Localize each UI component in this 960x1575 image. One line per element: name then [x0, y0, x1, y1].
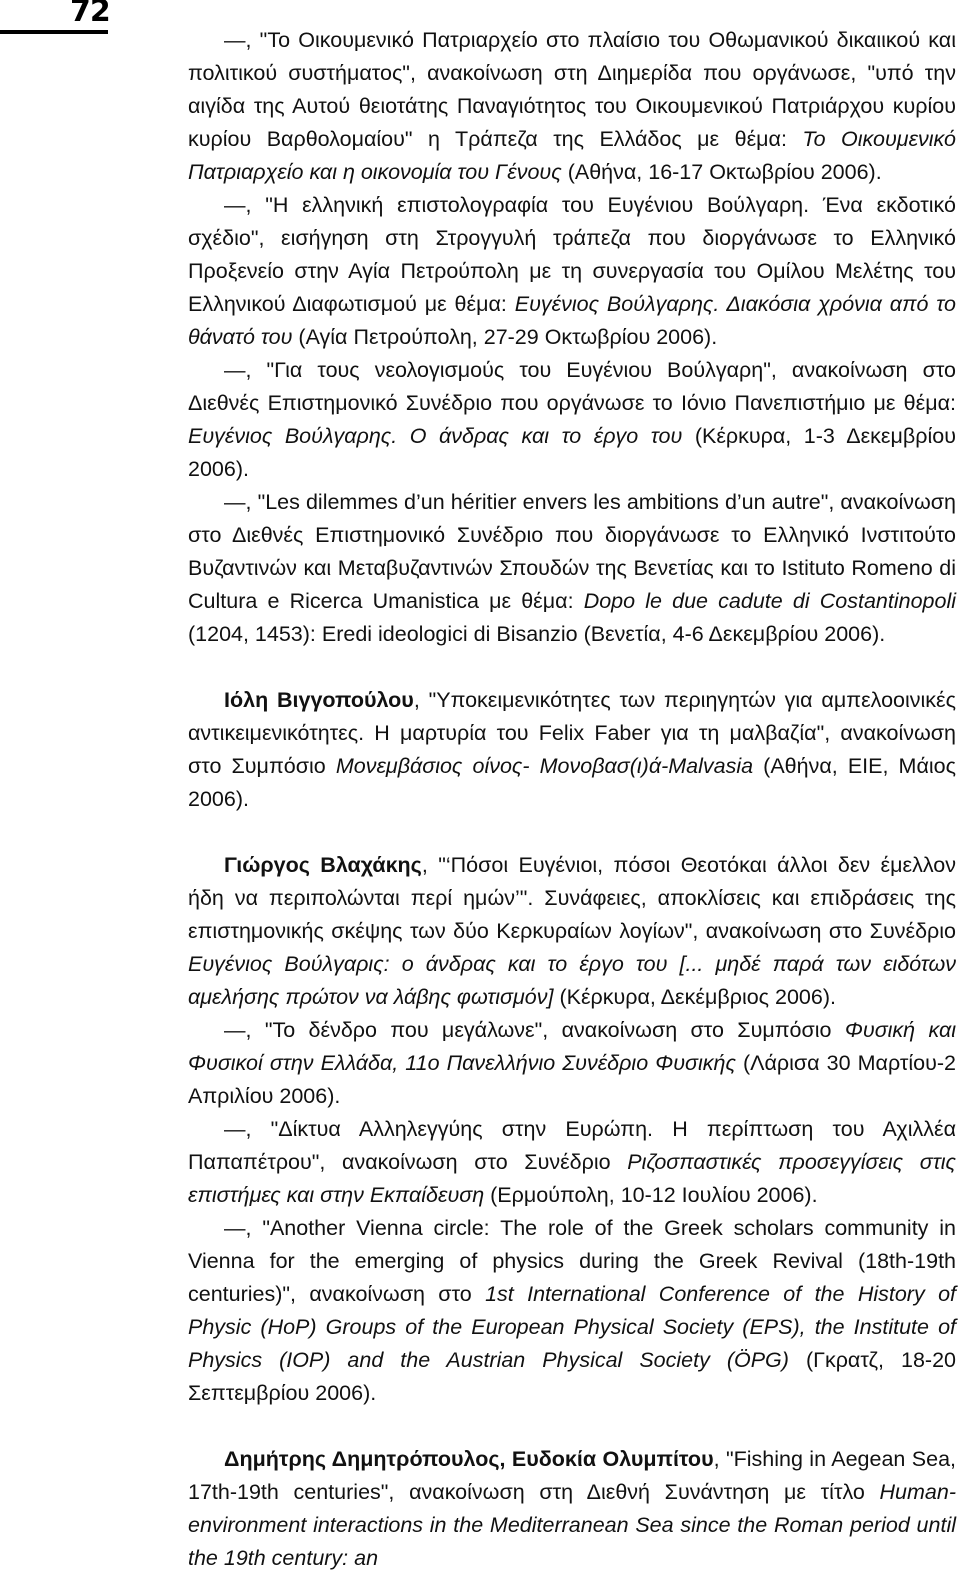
entry-text: (Αθήνα, ΕΙΕ, Μάιος 2006).: [188, 754, 956, 811]
entry-text: (Γκρατζ, 18-20 Σεπτεμβρίου 2006).: [188, 1348, 956, 1405]
entry-text: —, "Η ελληνική επιστολογραφία του Ευγένιου Βούλγαρη. Ένα εκδοτικό σχέδιο", εισήγηση στη Στρογγυλή τράπεζα που διοργάνωσε το Ελληνικό Προξενείο στην Αγία Πετρούπολη με τη συνεργασία του Ομίλου Μελέτης του Ελληνικού Διαφωτισμού με θέμα:: [188, 193, 956, 316]
entry-text: —, "Το Οικουμενικό Πατριαρχείο στο πλαίσιο του Οθωμανικού δικαιικού και πολιτικού συστήματος", ανακοίνωση στη Διημερίδα που οργάνωσε, "υπό την αιγίδα της Αυτού θειοτάτης Παναγιότητος του Οικουμενικού Πατριάρχου κυρίου κυρίου Βαρθολομαίου" η Τράπεζα της Ελλάδος με θέμα:: [188, 28, 956, 151]
entry-text: (Ερμούπολη, 10-12 Ιουλίου 2006).: [484, 1183, 818, 1207]
entry-text: (1204, 1453): Eredi ideologici di Bisanzio (Βενετία, 4-6 Δεκεμβρίου 2006).: [188, 622, 886, 646]
italic-title: 1st International Conference of the History of Physic (HoP) Groups of the European Physical Society (EPS), the Institute of Physics (IOP) and the Austrian Physical Society (ÖPG): [188, 1282, 957, 1372]
entry-text: —, "Για τους νεολογισμούς του Ευγένιου Βούλγαρη", ανακοίνωση στο Διεθνές Επιστημονικό Συνέδριο που οργάνωσε το Ιόνιο Πανεπιστήμιο με θέμα:: [188, 358, 956, 415]
entry-text: (Αθήνα, 16-17 Οκτωβρίου 2006).: [561, 160, 882, 184]
bibliography-entry: [188, 354, 956, 486]
entry-text: (Αγία Πετρούπολη, 27-29 Οκτωβρίου 2006).: [292, 325, 718, 349]
page-number: 72: [70, 0, 110, 29]
bibliography-entry: [188, 24, 956, 189]
entry-text: , "‘Πόσοι Ευγένιοι, πόσοι Θεοτόκαι άλλοι δεν έμελλον ήδη να περιπολώνται περί ημών’". Συνάφειες, αποκλίσεις και επιδράσεις της επιστημονικής σκέψης των δύο Κερκυραίων λογίων", ανακοίνωση στο Συνέδριο: [188, 853, 956, 943]
italic-title: Το Οικουμενικό Πατριαρχείο και η οικονομία του Γένους: [188, 127, 956, 184]
italic-title: Μονεμβάσιος οίνος- Μονοβασ(ι)ά-Malvasia: [335, 754, 754, 778]
author-name: Ιόλη Βιγγοπούλου: [224, 688, 414, 712]
bibliography-text: [188, 24, 956, 1575]
entry-text: —, "Το δένδρο που μεγάλωνε", ανακοίνωση στο Συμπόσιο: [224, 1018, 845, 1042]
bibliography-entry: [188, 1212, 956, 1410]
entry-text: —, "Δίκτυα Αλληλεγγύης στην Ευρώπη. Η περίπτωση του Αχιλλέα Παπαπέτρου", ανακοίνωση στο Συνέδριο: [188, 1117, 956, 1174]
italic-title: Ευγένιος Βούλγαρης. Διακόσια χρόνια από το θάνατό του: [188, 292, 956, 349]
bibliography-entry: [188, 189, 956, 354]
page-header: [0, 0, 130, 40]
italic-title: Ευγένιος Βούλγαρης. Ο άνδρας και το έργο του: [188, 424, 683, 448]
header-rule: [0, 30, 108, 34]
italic-title: Human-environment interactions in the Mediterranean Sea since the Roman period until the 19th century: an: [188, 1480, 956, 1570]
author-name: Γιώργος Βλαχάκης: [224, 853, 422, 877]
italic-title: Φυσική και Φυσικοί στην Ελλάδα, 11ο Πανελλήνιο Συνέδριο Φυσικής: [188, 1018, 956, 1075]
bibliography-entry-author: [188, 1443, 956, 1575]
entry-text: , "Fishing in Aegean Sea, 17th-19th centuries", ανακοίνωση στη Διεθνή Συνάντηση με τίτλο: [188, 1447, 956, 1504]
bibliography-entry: [188, 1014, 956, 1113]
italic-title: Dopo le due cadute di Costantinopoli: [583, 589, 957, 613]
entry-text: , "Υποκειμενικότητες των περιηγητών για αμπελοοινικές αντικειμενικότητες. Η μαρτυρία του Felix Faber για τη μαλβαζία", ανακοίνωση στο Συμπόσιο: [188, 688, 956, 778]
entry-text: (Κέρκυρα, Δεκέμβριος 2006).: [553, 985, 836, 1009]
author-name: Δημήτρης Δημητρόπουλος, Ευδοκία Ολυμπίτου: [224, 1447, 714, 1471]
bibliography-entry-author: [188, 684, 956, 816]
bibliography-entry-author: [188, 849, 956, 1014]
entry-text: (Κέρκυρα, 1-3 Δεκεμβρίου 2006).: [188, 424, 956, 481]
italic-title: Ευγένιος Βούλγαρις: ο άνδρας και το έργο του [... μηδέ παρά των ειδότων αμελήσης πρώτον να λάβης φωτισμόν]: [188, 952, 956, 1009]
entry-text: —, "Another Vienna circle: The role of the Greek scholars community in Vienna for the emerging of physics during the Greek Revival (18th-19th centuries)", ανακοίνωση στο: [188, 1216, 956, 1306]
italic-title: Ριζοσπαστικές προσεγγίσεις στις επιστήμες και στην Εκπαίδευση: [188, 1150, 956, 1207]
entry-text: —, "Les dilemmes d’un héritier envers les ambitions d’un autre", ανακοίνωση στο Διεθνές Επιστημονικό Συνέδριο που διοργάνωσε το Ελληνικό Ινστιτούτο Βυζαντινών και Μεταβυζαντινών Σπουδών της Βενετίας και το Istituto Romeno di Cultura e Ricerca Umanistica με θέμα:: [188, 490, 956, 613]
bibliography-entry: [188, 486, 956, 651]
bibliography-entry: [188, 1113, 956, 1212]
entry-text: (Λάρισα 30 Μαρτίου-2 Απριλίου 2006).: [188, 1051, 956, 1108]
